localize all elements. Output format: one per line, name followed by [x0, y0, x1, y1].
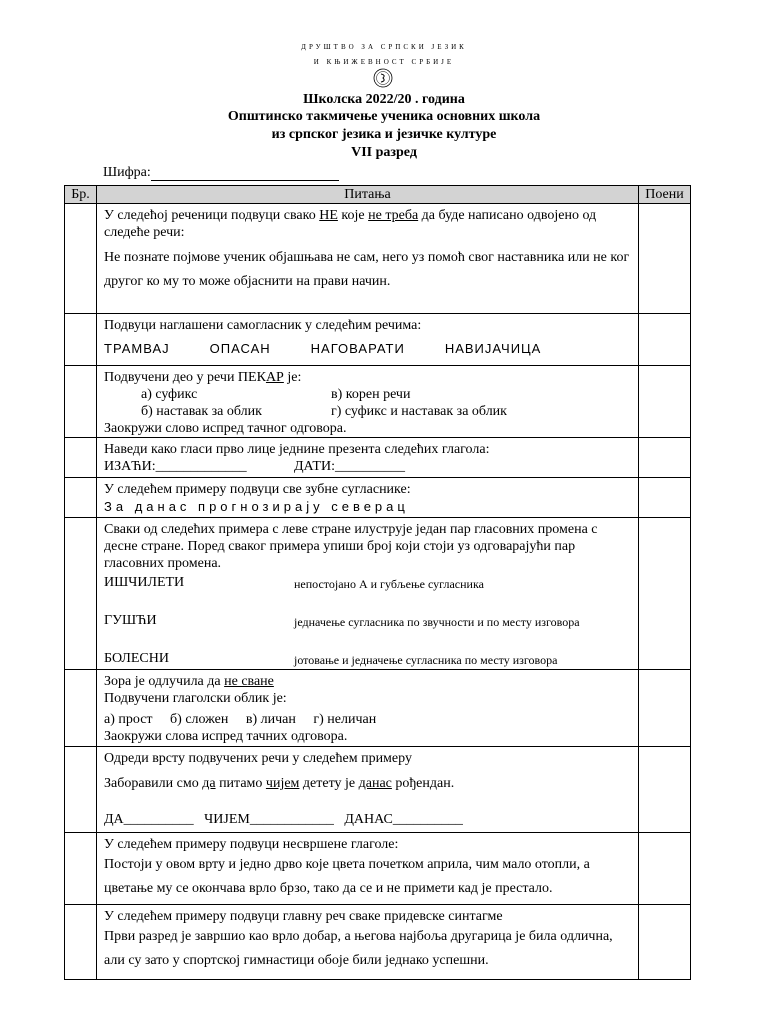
table-row	[65, 478, 691, 518]
question-sentence: Заборавили смо да питамо чијем детету је данас рођендан.	[104, 776, 455, 791]
table-row	[65, 204, 691, 314]
question-cell	[97, 438, 639, 478]
table-row	[65, 438, 691, 478]
question-text: Подвуци наглашени самогласник у следећим речима:	[104, 318, 422, 333]
table-row	[65, 905, 691, 980]
question-number-cell	[65, 478, 97, 518]
table-row	[65, 518, 691, 670]
org-name-line1: ДРУШТВО ЗА СРПСКИ ЈЕЗИК	[301, 43, 467, 51]
verb-blank-dati[interactable]: ДАТИ:__________	[294, 459, 405, 474]
table-row	[65, 314, 691, 366]
competition-title: Општинско такмичење ученика основних школа	[227, 109, 541, 124]
underlined-ne: НЕ	[319, 208, 338, 223]
underlined-ne-svane: не сване	[224, 674, 274, 689]
option-b[interactable]: б) наставак за облик	[141, 404, 262, 419]
col-header-questions: Питања	[97, 186, 639, 204]
points-cell[interactable]	[639, 518, 691, 670]
question-number-cell	[65, 670, 97, 747]
question-cell	[97, 204, 639, 314]
sound-change-pair: непостојано А и губљење сугласника	[294, 577, 484, 591]
school-year-title: Школска 2022/20 . година	[303, 92, 465, 107]
word-list	[104, 340, 632, 357]
question-text: У следећем примеру подвуци несвршене глаголе:	[104, 837, 399, 852]
points-cell[interactable]	[639, 747, 691, 833]
option-a[interactable]: а) суфикс	[141, 387, 198, 402]
questions-table	[64, 185, 691, 980]
question-number-cell	[65, 204, 97, 314]
question-number-cell	[65, 905, 97, 980]
points-cell[interactable]	[639, 314, 691, 366]
verb-blank-izaci[interactable]: ИЗАЋИ:_____________	[104, 459, 247, 474]
question-text: Одреди врсту подвучених речи у следећем примеру	[104, 751, 412, 766]
word-item[interactable]: ОПАСАН	[209, 341, 271, 356]
points-cell[interactable]	[639, 670, 691, 747]
code-field	[103, 165, 339, 181]
question-cell	[97, 905, 639, 980]
question-cell	[97, 670, 639, 747]
points-cell[interactable]	[639, 366, 691, 438]
question-sentence: За данас прогнозирају северац	[104, 499, 409, 514]
example-word: ИШЧИЛЕТИ	[104, 575, 185, 590]
points-cell[interactable]	[639, 833, 691, 905]
word-item[interactable]: ТРАМВАЈ	[104, 341, 170, 356]
table-row	[65, 366, 691, 438]
sound-change-pair: јотовање и једначење сугласника по месту изговора	[294, 653, 558, 667]
sound-change-pair: једначење сугласника по звучности и по месту изговора	[294, 615, 580, 629]
question-cell	[97, 747, 639, 833]
option-g[interactable]: г) суфикс и наставак за облик	[331, 404, 507, 419]
question-text: Сваки од следећих примера с леве стране илуструје један пар гласовних промена с десне стране. Поред сваког примера упиши број који стоји уз одговарајући пар гласовних промена.	[104, 522, 598, 571]
code-blank[interactable]	[151, 165, 339, 181]
col-header-points: Поени	[639, 186, 691, 204]
question-sentence: Први разред је завршио као врло добар, а његова најбоља другарица је била одлична, али су зато у спортској гимнастици обоје били једнако успешни.	[104, 929, 613, 968]
question-sentence: Постоји у овом врту и једно дрво које цвета почетком априла, чим мало отопли, а цветање му се окончава врло брзо, тако да се и не примети кад је престало.	[104, 857, 590, 896]
question-text: Наведи како гласи прво лице једнине презента следећих глагола:	[104, 442, 490, 457]
question-cell	[97, 518, 639, 670]
grade-title: VII разред	[351, 145, 417, 160]
society-logo-icon	[373, 68, 393, 88]
question-subtext: Подвучени глаголски облик је:	[104, 691, 287, 706]
option-v[interactable]: в) корен речи	[331, 387, 411, 402]
question-cell	[97, 366, 639, 438]
question-sentence: Не познате појмове ученик објашњава не сам, него уз помоћ свог наставника или не ког другог ко му то може објаснити на прави начин.	[104, 250, 630, 289]
example-word: БОЛЕСНИ	[104, 651, 169, 666]
question-number-cell	[65, 518, 97, 670]
question-number-cell	[65, 747, 97, 833]
question-text: Зора је одлучила да не сване	[104, 674, 274, 689]
table-header-row	[65, 186, 691, 204]
answer-blanks[interactable]: ДА__________ ЧИЈЕМ____________ ДАНАС__________	[104, 812, 463, 827]
points-cell[interactable]	[639, 905, 691, 980]
table-row	[65, 670, 691, 747]
org-name-line2: И КЊИЖЕВНОСТ СРБИЈЕ	[313, 58, 455, 66]
subject-title: из српског језика и језичке културе	[271, 127, 497, 142]
points-cell[interactable]	[639, 438, 691, 478]
points-cell[interactable]	[639, 478, 691, 518]
question-text: У следећој реченици подвуци свако НЕ које не треба да буде написано одвојено од следеће речи:	[104, 208, 597, 240]
question-cell	[97, 478, 639, 518]
example-word: ГУШЋИ	[104, 613, 157, 628]
instruction-text: Заокружи слово испред тачног одговора.	[104, 421, 347, 436]
question-number-cell	[65, 833, 97, 905]
question-number-cell	[65, 438, 97, 478]
underlined-ar: АР	[265, 370, 284, 385]
col-header-number: Бр.	[65, 186, 97, 204]
table-row	[65, 747, 691, 833]
word-item[interactable]: НАВИЈАЧИЦА	[444, 341, 542, 356]
code-label: Шифра:	[103, 165, 151, 180]
table-row	[65, 833, 691, 905]
question-cell	[97, 314, 639, 366]
points-cell[interactable]	[639, 204, 691, 314]
instruction-text: Заокружи слова испред тачних одговора.	[104, 729, 348, 744]
question-number-cell	[65, 366, 97, 438]
question-text: Подвучени део у речи ПЕКАР је:	[104, 370, 302, 385]
word-item[interactable]: НАГОВАРАТИ	[310, 341, 405, 356]
question-number-cell	[65, 314, 97, 366]
question-text: У следећем примеру подвуци главну реч сваке придевске синтагме	[104, 909, 503, 924]
underlined-ne-treba: не треба	[368, 208, 419, 223]
question-cell	[97, 833, 639, 905]
answer-options[interactable]: а) прост б) сложен в) личан г) неличан	[104, 712, 377, 727]
question-text: У следећем примеру подвуци све зубне сугласнике:	[104, 482, 411, 497]
